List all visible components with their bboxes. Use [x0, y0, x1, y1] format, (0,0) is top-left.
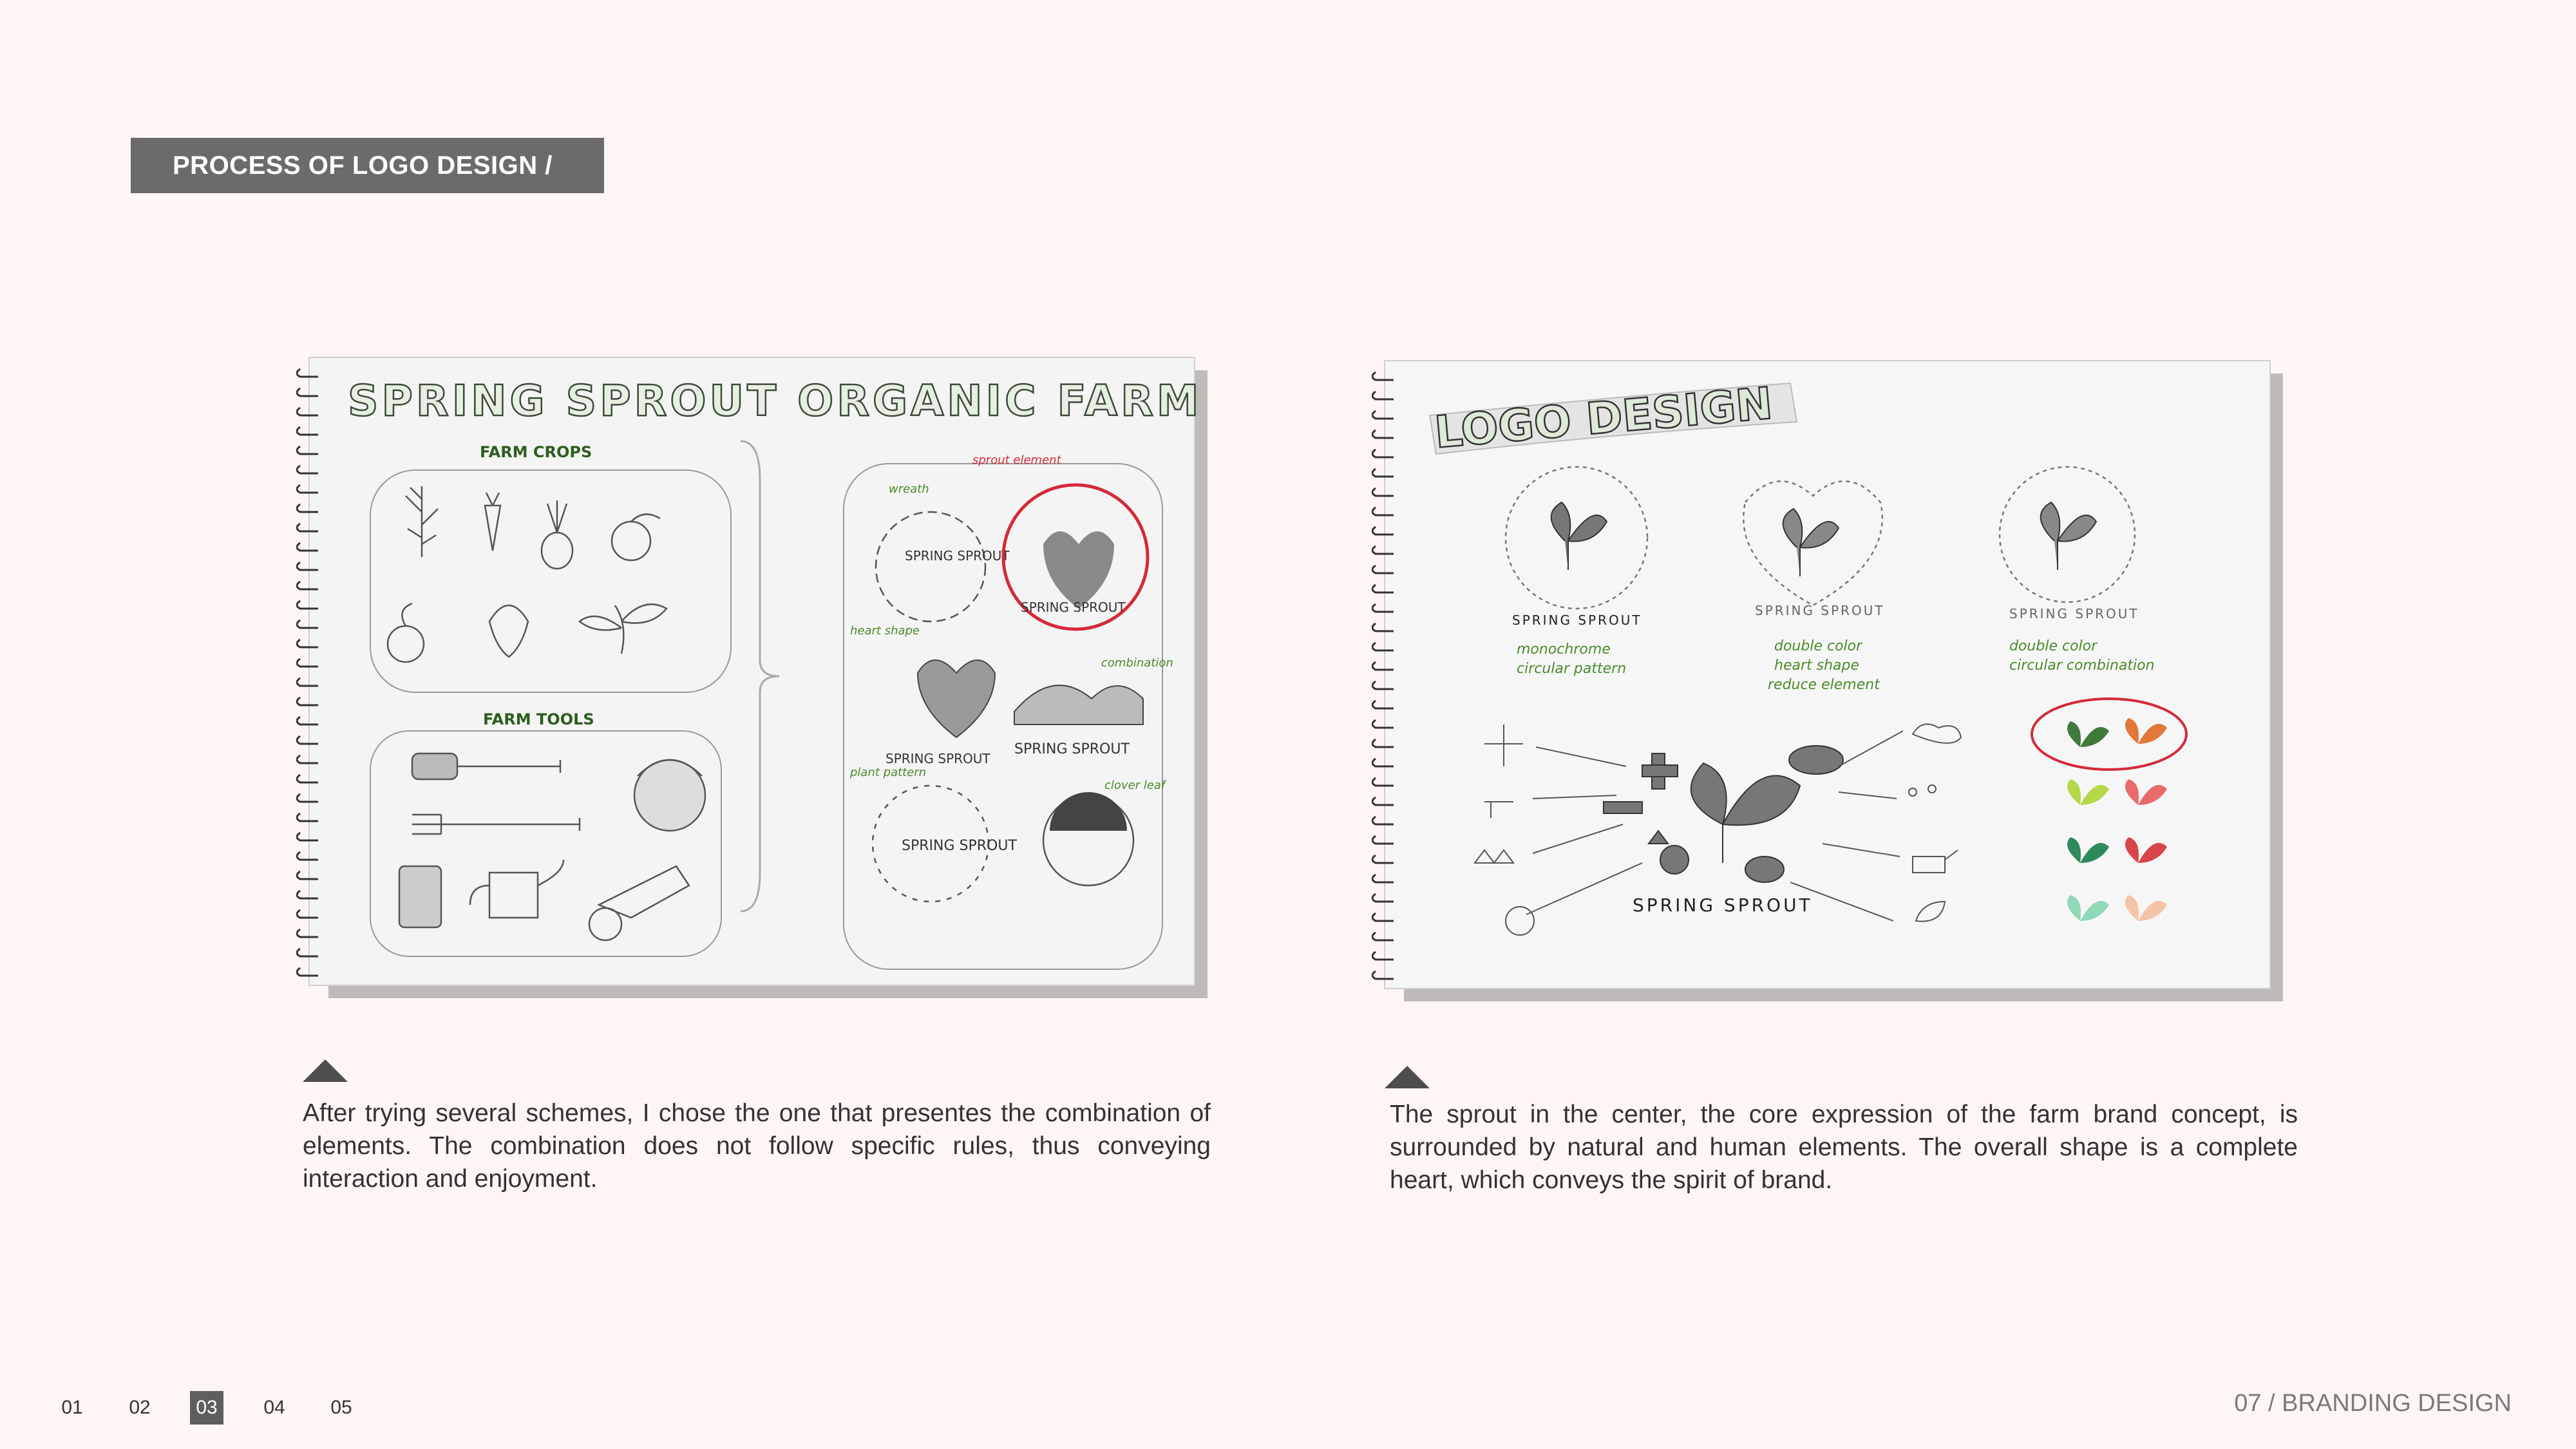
page-link-03-active[interactable]: 03 — [190, 1391, 223, 1425]
left-sketch-title: SPRING SPROUT ORGANIC FARM — [348, 376, 1202, 426]
footer-section-label: 07 / BRANDING DESIGN — [2234, 1390, 2512, 1417]
left-caption: After trying several schemes, I chose the one that presentes the combination of elements. The combination does not follow specific rules, thus conveying interaction and enjoyment. — [303, 1099, 1211, 1193]
page-link-01[interactable]: 01 — [61, 1397, 83, 1418]
variant-1-label: SPRING SPROUT — [1512, 612, 1642, 628]
annotation-combination: combination — [1101, 656, 1173, 670]
annotation-wreath: wreath — [889, 482, 929, 496]
center-label: SPRING SPROUT — [1633, 895, 1813, 916]
right-caption-pointer-icon — [1385, 1066, 1430, 1088]
crops-label: FARM CROPS — [480, 443, 592, 461]
variant-2-note-1: double color — [1774, 638, 1862, 654]
left-caption-pointer-icon — [303, 1059, 348, 1082]
right-sketchbook-image — [1372, 354, 2286, 1005]
wreath-logo-text: SPRING SPROUT — [905, 548, 1010, 564]
tools-label: FARM TOOLS — [483, 710, 594, 728]
plant-pattern-logo-text: SPRING SPROUT — [902, 838, 1017, 854]
variant-1-note-1: monochrome — [1517, 641, 1611, 658]
variant-2-label: SPRING SPROUT — [1755, 603, 1885, 618]
annotation-plant-pattern: plant pattern — [850, 766, 927, 779]
variant-2-note-3: reduce element — [1768, 677, 1880, 693]
page-link-05[interactable]: 05 — [330, 1397, 352, 1418]
annotation-sprout-element: sprout element — [972, 453, 1061, 467]
heart-logo-text: SPRING SPROUT — [1021, 600, 1126, 615]
annotation-clover-leaf: clover leaf — [1104, 779, 1166, 792]
variant-3-note-2: circular combination — [2009, 658, 2155, 674]
annotation-heart-shape: heart shape — [850, 624, 920, 638]
page-link-04[interactable]: 04 — [263, 1397, 285, 1418]
variant-3-note-1: double color — [2009, 638, 2098, 654]
right-sketch-title: LOGO DESIGN — [1432, 378, 1775, 459]
variant-1-note-2: circular pattern — [1517, 661, 1627, 677]
variant-3-label: SPRING SPROUT — [2009, 606, 2139, 621]
combination-logo-text: SPRING SPROUT — [1014, 741, 1130, 757]
right-caption: The sprout in the center, the core expression of the farm brand concept, is surrounded by natural and human elements. The overall shape is a complete heart, which conveys the spirit of brand. — [1390, 1101, 2298, 1194]
section-label: PROCESS OF LOGO DESIGN / — [131, 138, 604, 193]
variant-2-note-2: heart shape — [1774, 658, 1860, 674]
page-link-02[interactable]: 02 — [129, 1397, 151, 1418]
left-sketchbook-image — [296, 351, 1211, 1001]
heart-shape-logo-text: SPRING SPROUT — [886, 751, 990, 766]
